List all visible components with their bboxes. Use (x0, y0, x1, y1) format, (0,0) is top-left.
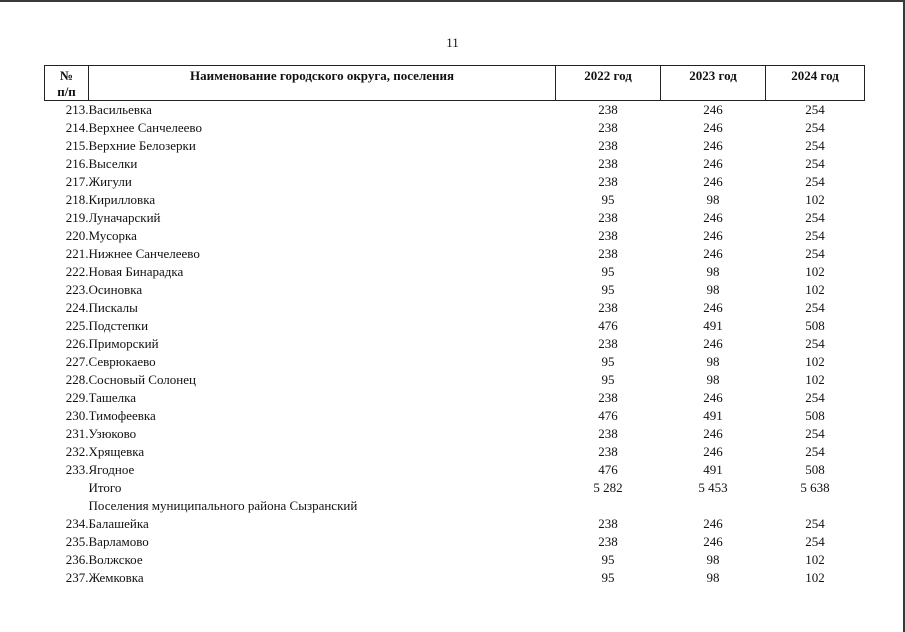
table-body (45, 101, 865, 588)
row-value-2022: 238 (598, 102, 618, 117)
table-row (45, 227, 865, 245)
row-name: Ягодное (88, 462, 135, 477)
row-number: 232. (65, 444, 89, 459)
row-value-2024: 102 (805, 264, 825, 279)
row-value-2024: 254 (805, 156, 825, 171)
row-number: 236. (65, 552, 89, 567)
table-row (45, 551, 865, 569)
table-row (45, 479, 865, 497)
row-value-2024: 102 (805, 354, 825, 369)
row-value-2022: 95 (601, 264, 615, 279)
row-number: 216. (65, 156, 89, 171)
row-value-2024: 254 (805, 102, 825, 117)
row-number: 224. (65, 300, 89, 315)
header-2024-label: 2024 год (791, 68, 839, 83)
table-row (45, 389, 865, 407)
row-value-2022: 238 (598, 210, 618, 225)
row-name: Васильевка (88, 102, 152, 117)
row-value-2024: 254 (805, 228, 825, 243)
row-value-2024: 254 (805, 300, 825, 315)
row-value-2023: 246 (703, 516, 723, 531)
row-number: 230. (65, 408, 89, 423)
table-row (45, 101, 865, 120)
header-name-label: Наименование городского округа, поселения (189, 68, 455, 83)
row-value-2022: 476 (598, 318, 618, 333)
row-value-2023: 491 (703, 318, 723, 333)
row-name: Жемковка (88, 570, 144, 585)
row-value-2023: 246 (703, 174, 723, 189)
table-row (45, 137, 865, 155)
table-row (45, 569, 865, 587)
row-value-2024: 254 (805, 444, 825, 459)
page-number: 11 (446, 35, 459, 50)
row-value-2023: 98 (706, 192, 720, 207)
row-number: 227. (65, 354, 89, 369)
row-number: 233. (65, 462, 89, 477)
table-row (45, 209, 865, 227)
row-value-2022: 238 (598, 534, 618, 549)
row-value-2023: 246 (703, 228, 723, 243)
settlements-table (44, 65, 865, 587)
row-value-2024: 508 (805, 462, 825, 477)
row-value-2023: 246 (703, 390, 723, 405)
row-number (45, 479, 89, 497)
row-number: 229. (65, 390, 89, 405)
row-value-2024: 102 (805, 552, 825, 567)
row-name: Верхнее Санчелеево (88, 120, 202, 135)
row-value-2023: 98 (706, 570, 720, 585)
row-name: Пискалы (88, 300, 138, 315)
row-value-2023: 246 (703, 156, 723, 171)
row-value-2022: 95 (601, 192, 615, 207)
table-row (45, 407, 865, 425)
row-number: 219. (65, 210, 89, 225)
row-number: 235. (65, 534, 89, 549)
header-name (89, 66, 556, 101)
row-value-2023: 491 (703, 462, 723, 477)
row-number: 234. (65, 516, 89, 531)
table-row (45, 353, 865, 371)
table-row (45, 461, 865, 479)
row-value-2022: 238 (598, 336, 618, 351)
row-value-2023: 246 (703, 102, 723, 117)
row-number: 225. (65, 318, 89, 333)
table-row (45, 281, 865, 299)
row-value-2022: 238 (598, 174, 618, 189)
row-name: Ташелка (88, 390, 137, 405)
row-value-2024: 254 (805, 426, 825, 441)
row-number (45, 497, 89, 515)
row-value-2022: 238 (598, 426, 618, 441)
row-name: Волжское (88, 552, 143, 567)
row-name: Севрюкаево (88, 354, 156, 369)
scan-edge-top (0, 0, 905, 2)
table-row (45, 299, 865, 317)
table-header-row (45, 66, 865, 101)
row-number: 213. (65, 102, 89, 117)
row-value-2023: 98 (706, 354, 720, 369)
row-value-2024: 254 (805, 246, 825, 261)
row-value-2024: 254 (805, 138, 825, 153)
row-value-2024: 254 (805, 120, 825, 135)
row-number: 237. (65, 570, 89, 585)
row-value-2024 (766, 497, 865, 515)
row-value-2022: 238 (598, 228, 618, 243)
row-value-2023: 246 (703, 426, 723, 441)
row-value-2023: 246 (703, 534, 723, 549)
row-value-2024: 102 (805, 282, 825, 297)
row-name: Верхние Белозерки (88, 138, 196, 153)
row-value-2024: 508 (805, 408, 825, 423)
table-row (45, 515, 865, 533)
row-value-2022: 95 (601, 570, 615, 585)
table-row (45, 119, 865, 137)
row-value-2022 (556, 497, 661, 515)
row-value-2022: 238 (598, 246, 618, 261)
row-value-2023: 98 (706, 264, 720, 279)
row-name: Итого (88, 480, 122, 495)
row-name: Жигули (88, 174, 132, 189)
row-name: Выселки (88, 156, 138, 171)
row-name: Луначарский (88, 210, 161, 225)
table-row (45, 443, 865, 461)
row-value-2022: 238 (598, 390, 618, 405)
row-value-2024: 254 (805, 390, 825, 405)
table-row (45, 191, 865, 209)
row-value-2022: 476 (598, 408, 618, 423)
table-row (45, 425, 865, 443)
header-number-line2: п/п (57, 84, 76, 99)
table-row (45, 335, 865, 353)
row-number: 228. (65, 372, 89, 387)
row-value-2023: 98 (706, 552, 720, 567)
row-value-2024: 254 (805, 336, 825, 351)
row-value-2022: 95 (601, 552, 615, 567)
row-value-2022: 238 (598, 444, 618, 459)
row-value-2023: 246 (703, 444, 723, 459)
row-value-2022: 238 (598, 120, 618, 135)
header-number (45, 66, 89, 101)
header-2022-label: 2022 год (584, 68, 632, 83)
row-value-2023: 246 (703, 300, 723, 315)
row-value-2023: 98 (706, 372, 720, 387)
row-value-2023: 246 (703, 120, 723, 135)
row-value-2024: 254 (805, 210, 825, 225)
row-value-2024: 254 (805, 174, 825, 189)
row-value-2024: 5 638 (800, 480, 830, 495)
row-number: 218. (65, 192, 89, 207)
table-row (45, 245, 865, 263)
row-value-2023: 5 453 (698, 480, 728, 495)
row-value-2022: 5 282 (593, 480, 623, 495)
row-value-2022: 238 (598, 138, 618, 153)
row-value-2023: 246 (703, 246, 723, 261)
header-number-line1: № (59, 68, 74, 83)
row-value-2024: 254 (805, 534, 825, 549)
row-value-2024: 102 (805, 372, 825, 387)
row-name: Приморский (88, 336, 159, 351)
row-number: 214. (65, 120, 89, 135)
row-value-2022: 238 (598, 300, 618, 315)
table-row (45, 533, 865, 551)
row-number: 217. (65, 174, 89, 189)
header-2023-label: 2023 год (689, 68, 737, 83)
row-name: Тимофеевка (88, 408, 156, 423)
header-2022 (556, 66, 661, 101)
table-row (45, 497, 865, 515)
table-row (45, 155, 865, 173)
row-value-2024: 102 (805, 192, 825, 207)
row-name: Балашейка (88, 516, 149, 531)
row-number: 231. (65, 426, 89, 441)
row-name: Новая Бинарадка (88, 264, 184, 279)
row-name: Узюково (88, 426, 137, 441)
row-value-2023: 246 (703, 210, 723, 225)
row-number: 223. (65, 282, 89, 297)
row-value-2023: 491 (703, 408, 723, 423)
row-value-2022: 95 (601, 282, 615, 297)
row-name: Хрящевка (88, 444, 145, 459)
row-name: Подстепки (88, 318, 149, 333)
row-name: Сосновый Солонец (88, 372, 196, 387)
row-value-2023: 98 (706, 282, 720, 297)
row-value-2022: 238 (598, 156, 618, 171)
row-value-2023: 246 (703, 138, 723, 153)
row-value-2022: 476 (598, 462, 618, 477)
row-value-2022: 95 (601, 372, 615, 387)
row-name: Поселения муниципального района Сызранский (88, 498, 358, 513)
row-name: Кирилловка (88, 192, 156, 207)
row-value-2023 (661, 497, 766, 515)
row-name: Осиновка (88, 282, 143, 297)
row-number: 215. (65, 138, 89, 153)
table-row (45, 317, 865, 335)
row-value-2022: 95 (601, 354, 615, 369)
table-row (45, 173, 865, 191)
row-number: 221. (65, 246, 89, 261)
row-value-2022: 238 (598, 516, 618, 531)
table-row (45, 371, 865, 389)
table-row (45, 263, 865, 281)
row-value-2024: 102 (805, 570, 825, 585)
row-number: 220. (65, 228, 89, 243)
header-2024 (766, 66, 865, 101)
row-number: 222. (65, 264, 89, 279)
row-value-2024: 508 (805, 318, 825, 333)
row-value-2024: 254 (805, 516, 825, 531)
row-name: Варламово (88, 534, 149, 549)
row-value-2023: 246 (703, 336, 723, 351)
row-number: 226. (65, 336, 89, 351)
row-name: Нижнее Санчелеево (88, 246, 200, 261)
row-name: Мусорка (88, 228, 137, 243)
header-2023 (661, 66, 766, 101)
